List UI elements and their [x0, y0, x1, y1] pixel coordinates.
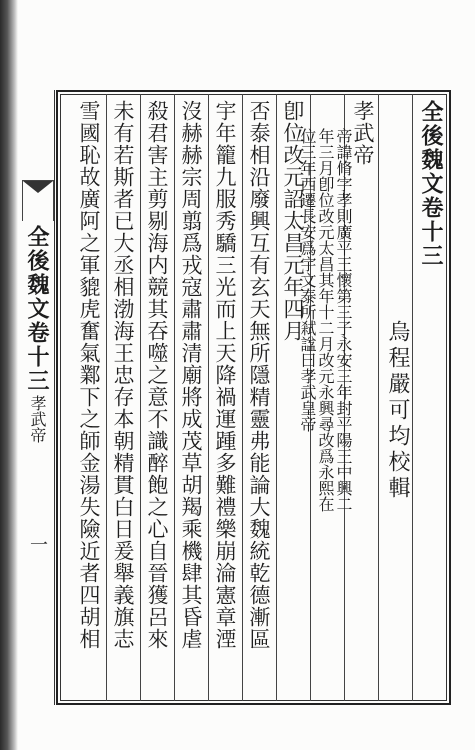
volume-title: 全後魏文卷十三: [418, 100, 444, 268]
column-rule: [208, 94, 209, 701]
text-column-8: 殺君害主剪剔海内競其吞噬之意不識醉飽之心自晉獲呂來: [145, 100, 169, 650]
column-rule: [378, 94, 379, 701]
edict-heading: 卽位改元詔太昌元年四月: [281, 100, 305, 342]
editor-credit: 烏程嚴可均校輯: [385, 320, 410, 502]
fold-column-page-number: 一: [27, 535, 48, 553]
fishtail-mark-icon: [22, 180, 54, 221]
section-heading: 孝武帝: [351, 100, 375, 166]
text-column-9: 未有若斯者已大丞相渤海王忠存本朝精貫白日爰舉義旗志: [111, 100, 135, 650]
text-column-2: 年三月卽位改元太昌其年十二月改元永興尋改爲永熙在: [316, 128, 335, 512]
text-column-1: 帝諱脩字孝則廣平王懷第三子永安三年封平陽王中興二: [334, 128, 353, 512]
text-column-3: 位三年西遷長安爲宇文泰所弒諡曰孝武皇帝: [298, 128, 317, 432]
fold-column-section: 孝武帝: [28, 395, 47, 443]
column-rule: [242, 94, 243, 701]
column-rule: [106, 94, 107, 701]
column-rule: [276, 94, 277, 701]
text-column-5: 否泰相沿廢興互有玄天無所隱精靈弗能論大魏統乾德漸區: [247, 100, 271, 650]
gutter-shadow: [0, 0, 18, 750]
column-rule: [140, 94, 141, 701]
column-rule: [174, 94, 175, 701]
text-column-10: 雪國恥故廣阿之軍貔虎奮氣鄴下之師金湯失險近者四胡相: [77, 100, 101, 650]
column-rule: [412, 94, 413, 701]
text-column-6: 宇年籠九服秀驕三光而上天降禍運踵多難禮樂崩淪憲章湮: [213, 100, 237, 650]
fold-column-title: 全後魏文卷十三: [24, 225, 50, 393]
text-column-7: 沒赫赫宗周翦爲戎寇肅肅清廟將成茂草胡羯乘機肆其昏虐: [179, 100, 203, 650]
